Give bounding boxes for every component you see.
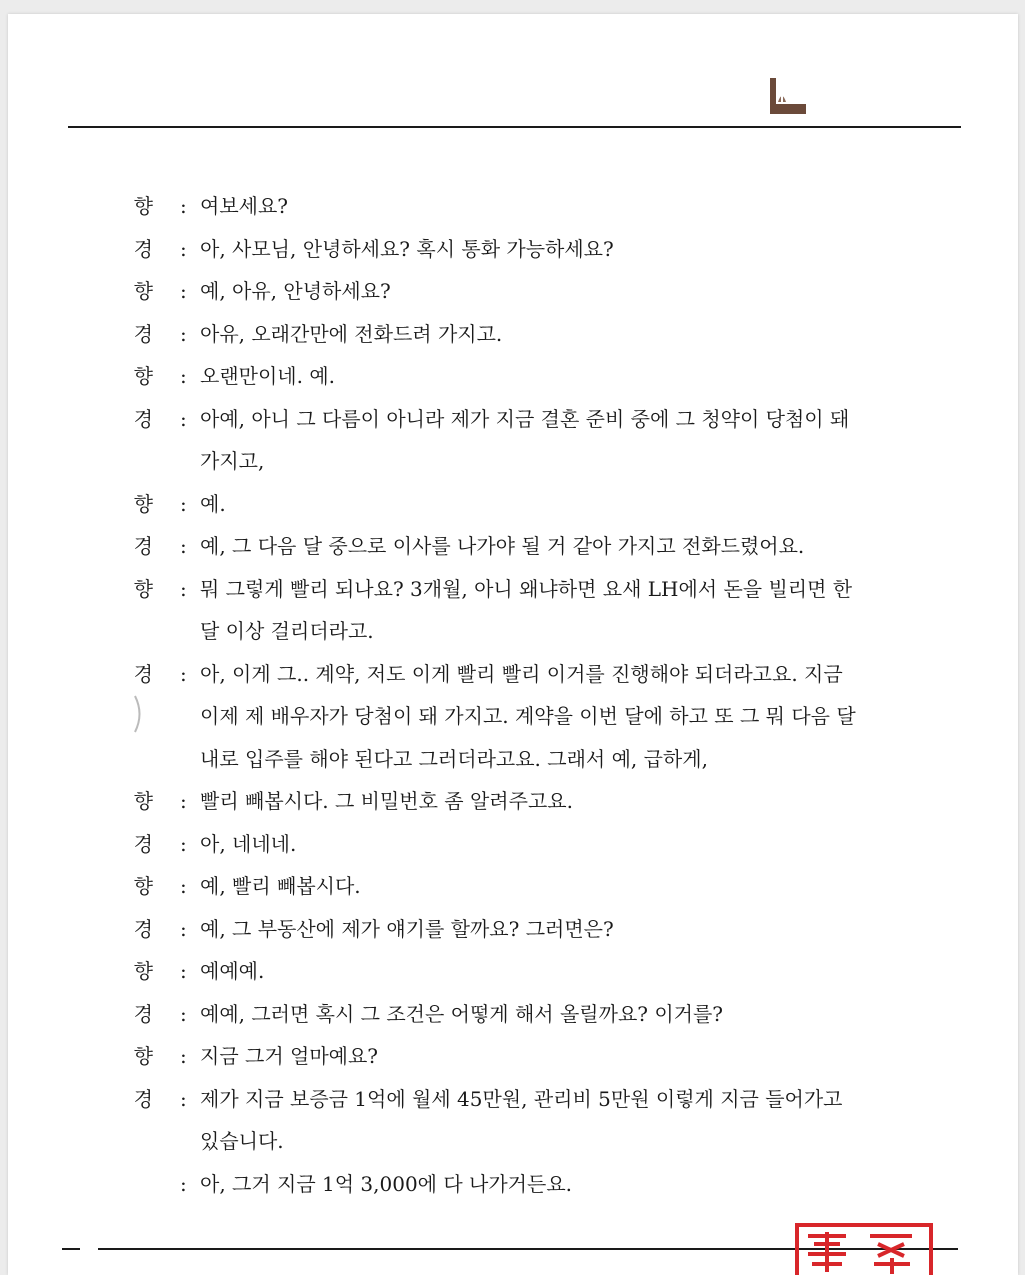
line-text: 가지고, <box>200 449 265 473</box>
speaker-label: 향 <box>133 874 153 898</box>
transcript-line <box>0 695 1025 738</box>
transcript-line <box>0 610 1025 653</box>
speaker-label: 경 <box>133 406 153 431</box>
line-text: 예예예. <box>200 959 265 983</box>
transcript-line <box>0 865 1025 908</box>
transcript-line <box>0 1078 1025 1121</box>
transcript-line <box>0 185 1025 228</box>
scan-mark <box>132 694 144 734</box>
speaker-colon: : <box>180 916 187 941</box>
speaker-colon: : <box>180 321 187 346</box>
line-text: 예, 그 다음 달 중으로 이사를 나가야 될 거 같아 가지고 전화드렸어요. <box>200 534 805 558</box>
transcript-line <box>0 440 1025 483</box>
line-text: 예예, 그러면 혹시 그 조건은 어떻게 해서 올릴까요? 이거를? <box>200 1001 724 1026</box>
tree-logo-icon <box>768 76 808 116</box>
speaker-colon: : <box>180 576 187 601</box>
header-rule <box>68 126 961 128</box>
transcript-line <box>0 738 1025 781</box>
line-text: 여보세요? <box>200 194 289 218</box>
transcript-line <box>0 228 1025 271</box>
speaker-colon: : <box>180 364 187 388</box>
speaker-label: 경 <box>133 661 153 686</box>
transcript-line <box>0 993 1025 1036</box>
speaker-label: 경 <box>133 236 153 261</box>
transcript-line <box>0 270 1025 313</box>
line-text: 뭐 그렇게 빨리 되나요? 3개월, 아니 왜냐하면 요새 LH에서 돈을 빌리면 한 <box>200 576 853 601</box>
speaker-label: 향 <box>133 959 153 983</box>
line-text: 예, 그 부동산에 제가 얘기를 할까요? 그러면은? <box>200 916 614 941</box>
line-text: 아유, 오래간만에 전화드려 가지고. <box>200 321 503 346</box>
speaker-label: 향 <box>133 576 153 601</box>
transcript-line <box>0 313 1025 356</box>
red-seal-stamp-icon <box>794 1222 934 1275</box>
transcript-line <box>0 398 1025 441</box>
line-text: 예, 빨리 빼봅시다. <box>200 874 361 898</box>
speaker-label: 향 <box>133 364 153 388</box>
speaker-label: 경 <box>133 831 153 856</box>
speaker-colon: : <box>180 1001 187 1026</box>
transcript-line <box>0 823 1025 866</box>
speaker-label: 경 <box>133 1086 153 1111</box>
line-text: 지금 그거 얼마예요? <box>200 1044 378 1068</box>
line-text: 아, 네네네. <box>200 831 297 856</box>
transcript-line <box>0 780 1025 823</box>
speaker-label: 경 <box>133 534 153 558</box>
speaker-colon: : <box>180 406 187 431</box>
speaker-colon: : <box>180 491 187 516</box>
speaker-colon: : <box>180 534 187 558</box>
line-text: 예. <box>200 491 226 516</box>
speaker-label: 경 <box>133 916 153 941</box>
speaker-label: 향 <box>133 1044 153 1068</box>
transcript <box>0 185 1025 1205</box>
footer-rule-stub <box>62 1248 80 1250</box>
speaker-colon: : <box>180 279 187 303</box>
transcript-line <box>0 483 1025 526</box>
speaker-label: 경 <box>133 1001 153 1026</box>
transcript-line <box>0 1035 1025 1078</box>
line-text: 빨리 빼봅시다. 그 비밀번호 좀 알려주고요. <box>200 789 573 813</box>
line-text: 내로 입주를 해야 된다고 그러더라고요. 그래서 예, 급하게, <box>200 746 708 771</box>
line-text: 달 이상 걸리더라고. <box>200 619 374 643</box>
line-text: 제가 지금 보증금 1억에 월세 45만원, 관리비 5만원 이렇게 지금 들어가고 <box>200 1086 843 1111</box>
line-text: 있습니다. <box>200 1129 284 1153</box>
transcript-line <box>0 1163 1025 1206</box>
line-text: 아, 그거 지금 1억 3,000에 다 나가거든요. <box>200 1171 572 1196</box>
speaker-label: 향 <box>133 279 153 303</box>
speaker-colon: : <box>180 831 187 856</box>
line-text: 아, 사모님, 안녕하세요? 혹시 통화 가능하세요? <box>200 236 614 261</box>
speaker-colon: : <box>180 874 187 898</box>
line-text: 오랜만이네. 예. <box>200 364 335 388</box>
speaker-colon: : <box>180 236 187 261</box>
line-text: 예, 아유, 안녕하세요? <box>200 279 391 303</box>
speaker-label: 향 <box>133 194 153 218</box>
transcript-line <box>0 568 1025 611</box>
transcript-line <box>0 950 1025 993</box>
line-text: 아예, 아니 그 다름이 아니라 제가 지금 결혼 준비 중에 그 청약이 당첨이 돼 <box>200 406 850 431</box>
speaker-colon: : <box>180 1171 187 1196</box>
transcript-line <box>0 355 1025 398</box>
speaker-colon: : <box>180 661 187 686</box>
line-text: 이제 제 배우자가 당첨이 돼 가지고. 계약을 이번 달에 하고 또 그 뭐 다음 달 <box>200 704 856 728</box>
speaker-label: 경 <box>133 321 153 346</box>
speaker-label: 향 <box>133 491 153 516</box>
speaker-colon: : <box>180 1044 187 1068</box>
speaker-colon: : <box>180 1086 187 1111</box>
transcript-line <box>0 653 1025 696</box>
transcript-line <box>0 1120 1025 1163</box>
speaker-colon: : <box>180 194 187 218</box>
speaker-colon: : <box>180 959 187 983</box>
speaker-colon: : <box>180 789 187 813</box>
transcript-line <box>0 525 1025 568</box>
speaker-label: 향 <box>133 789 153 813</box>
transcript-line <box>0 908 1025 951</box>
line-text: 아, 이게 그.. 계약, 저도 이게 빨리 빨리 이거를 진행해야 되더라고요. 지금 <box>200 661 843 686</box>
